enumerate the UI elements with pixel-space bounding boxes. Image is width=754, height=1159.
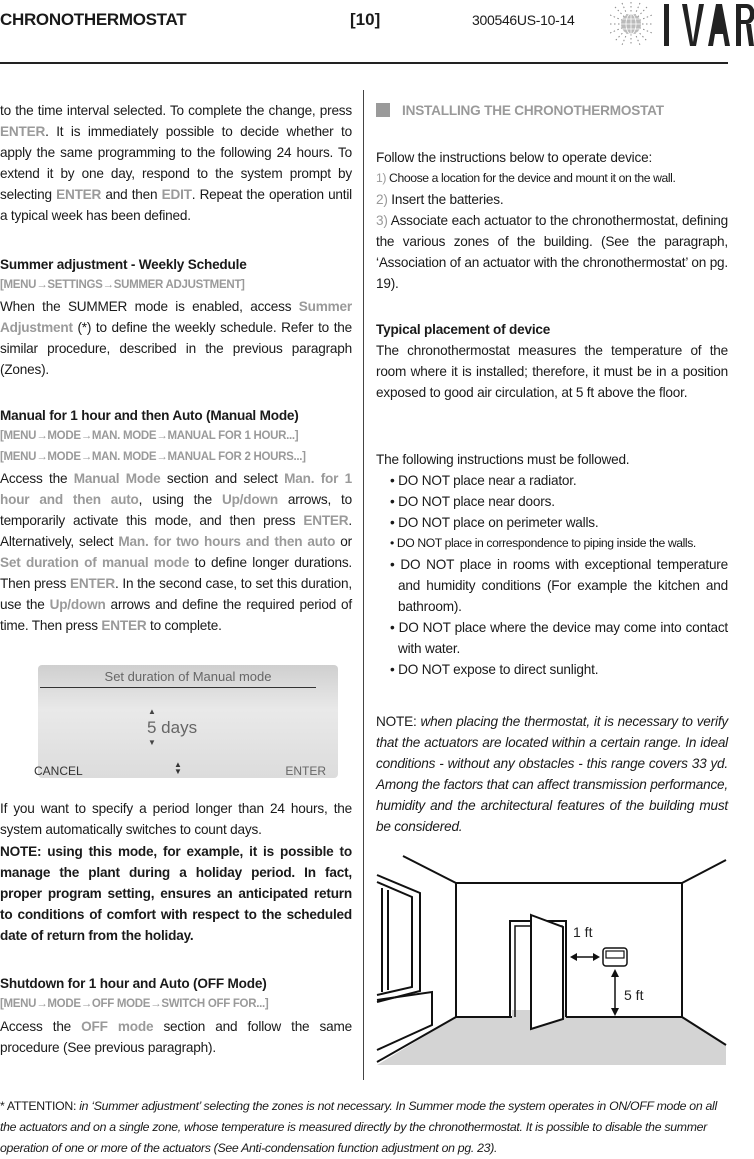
highlighted-term: EDIT: [161, 187, 192, 202]
step-number: 3): [376, 213, 388, 228]
step-text: Choose a location for the device and mount it on the wall.: [389, 171, 676, 185]
bullet-item: • DO NOT place where the device may come into contact with water.: [390, 620, 728, 656]
text-segment: section and follow the same procedure (See previous paragraph).: [0, 1019, 352, 1055]
highlighted-term: Manual Mode: [73, 471, 161, 486]
text-segment: or: [335, 534, 352, 549]
lcd-cancel-label: CANCEL: [34, 764, 83, 778]
shutdown-menu-path: [MENU→MODE→OFF MODE→SWITCH OFF FOR...]: [0, 998, 269, 1010]
manual-paragraph: [0, 468, 352, 636]
text-segment: , using the: [138, 492, 222, 507]
arrow-up-icon: ▲: [148, 707, 156, 716]
text-segment: arrows, to temporarily activate this mode, and then press: [0, 492, 352, 528]
bullet-item: • DO NOT place in correspondence to piping inside the walls.: [390, 536, 696, 550]
ivar-logo: [662, 2, 754, 48]
shutdown-paragraph: [0, 1016, 352, 1058]
lcd-title-rule: [40, 687, 316, 688]
document-title: CHRONOTHERMOSTAT: [0, 10, 187, 29]
note-label: NOTE:: [376, 714, 417, 729]
bullet-item: • DO NOT place on perimeter walls.: [390, 515, 599, 530]
text-segment: Access the: [0, 471, 74, 486]
following-text: The following instructions must be followed.: [376, 452, 630, 467]
note-text: when placing the thermostat, it is necessary to verify that the actuators are located within a certain range. In ideal conditions - without any obstacles - this range covers 33 yd. Among the factors that can affect transmission performance, humidity and the architectural features of the building must be considered.: [376, 714, 728, 834]
text-segment: and then: [101, 187, 162, 202]
follow-text: Follow the instructions below to operate device:: [376, 150, 653, 165]
summer-menu-path: [MENU→SETTINGS→SUMMER ADJUSTMENT]: [0, 279, 245, 291]
lcd-value: 5 days: [147, 718, 198, 737]
highlighted-term: Summer Adjustment: [0, 299, 352, 335]
section-title: INSTALLING THE CHRONOTHERMOSTAT: [402, 103, 664, 118]
section-square-icon: [376, 103, 390, 117]
text-segment: section and select: [160, 471, 285, 486]
highlighted-term: OFF mode: [81, 1019, 154, 1034]
column-divider: [363, 90, 364, 1080]
manual-menu-path-1: [MENU→MODE→MAN. MODE→MANUAL FOR 1 HOUR...]: [0, 430, 299, 442]
text-segment: to define longer durations. Then press: [0, 555, 352, 591]
step-number: 1): [376, 171, 387, 185]
highlighted-term: Man. for 1 hour and then auto: [0, 471, 352, 507]
bullet-list: [376, 470, 728, 680]
footnote-text: in ‘Summer adjustment’ selecting the zones is not necessary. In Summer mode the system operates in ON/OFF mode on all the actuators and on a single zone, whose temperature is measured directly by the chronothermostat. It is possible to disable the summer operation of one or more of the actuators (See Anti-condensation function adjustment on pg. 23).: [0, 1099, 717, 1155]
highlighted-term: ENTER: [101, 618, 147, 633]
placement-paragraph: The chronothermostat measures the temperature of the room where it is installed; therefore, it must be in a position exposed to good air circulation, at 5 ft above the floor.: [376, 343, 728, 400]
step-number: 2): [376, 192, 388, 207]
shutdown-heading: Shutdown for 1 hour and Auto (OFF Mode): [0, 976, 267, 991]
bullet-item: • DO NOT place near a radiator.: [390, 473, 577, 488]
highlighted-term: ENTER: [69, 576, 116, 591]
footnote: [0, 1096, 728, 1159]
text-segment: . In the second case, to set this duration, use the: [0, 576, 352, 612]
step-2: [376, 189, 728, 210]
highlighted-term: ENTER: [56, 187, 102, 202]
lcd-title: Set duration of Manual mode: [104, 669, 272, 684]
thermostat-icon: [603, 948, 627, 966]
lcd-screen-image: [34, 665, 338, 778]
bullet-item: • DO NOT place in rooms with exceptional temperature and humidity conditions (For example the kitchen and bathroom).: [390, 557, 728, 614]
text-segment: Access the: [0, 1019, 82, 1034]
up-down-arrows-icon: ▲ ▼: [174, 760, 182, 776]
footnote-label: * ATTENTION:: [0, 1099, 77, 1113]
height-label: 5 ft: [624, 987, 644, 1003]
highlighted-term: Up/down: [221, 492, 278, 507]
section-heading: [376, 100, 728, 121]
side-distance-label: 1 ft: [573, 924, 593, 940]
step-text: Associate each actuator to the chronothermostat, defining the various zones of the building. (See the paragraph, ‘Association of an actuator with the chronothermostat’ on pg. 19).: [376, 213, 728, 291]
lcd-enter-label: ENTER: [285, 764, 326, 778]
step-1: [376, 168, 728, 189]
summer-heading: Summer adjustment - Weekly Schedule: [0, 257, 247, 272]
door-panel: [531, 915, 563, 1029]
placement-diagram: [370, 850, 754, 1070]
text-segment: to complete.: [146, 618, 222, 633]
text-segment: to the time interval selected. To complete the change, press: [0, 103, 352, 118]
document-code: 300546US-10-14: [472, 12, 575, 28]
highlighted-term: Set duration of manual mode: [0, 555, 190, 570]
header-divider: [0, 62, 728, 64]
text-segment: When the SUMMER mode is enabled, access: [0, 299, 299, 314]
arrow-down-icon: ▼: [148, 738, 156, 747]
manual-heading: Manual for 1 hour and then Auto (Manual Mode): [0, 408, 299, 423]
bullet-item: • DO NOT expose to direct sunlight.: [390, 662, 599, 677]
back-wall: [456, 883, 682, 1017]
floor: [377, 1017, 726, 1065]
placement-heading: Typical placement of device: [376, 322, 551, 337]
highlighted-term: Man. for two hours and then auto: [118, 534, 336, 549]
summer-paragraph: [0, 296, 352, 380]
bullet-item: • DO NOT place near doors.: [390, 494, 555, 509]
highlighted-term: ENTER: [0, 124, 46, 139]
days-paragraph: If you want to specify a period longer than 24 hours, the system automatically switches to count days.: [0, 801, 352, 837]
text-segment: (*) to define the weekly schedule. Refer to the similar procedure, described in the previous paragraph (Zones).: [0, 320, 352, 377]
range-note: [376, 711, 728, 837]
highlighted-term: Up/down: [49, 597, 106, 612]
highlighted-term: ENTER: [303, 513, 349, 528]
text-segment: . It is immediately possible to decide whether to apply the same programming to the following 24 hours. To extend it by one day, respond to the system prompt by selecting: [0, 124, 352, 202]
globe-logo-icon: [610, 2, 652, 46]
text-segment: . Alternatively, select: [0, 513, 352, 549]
text-segment: . Repeat the operation until a typical week has been defined.: [0, 187, 353, 223]
text-segment: arrows and define the required period of time. Then press: [0, 597, 352, 633]
holiday-note: NOTE: using this mode, for example, it is possible to manage the plant during a holiday period. In fact, proper program setting, ensures an anticipated return to conditions of comfort with respect to the scheduled date of return from the holiday.: [0, 844, 352, 943]
page-number: [10]: [350, 10, 381, 29]
intro-paragraph: [0, 100, 352, 226]
manual-menu-path-2: [MENU→MODE→MAN. MODE→MANUAL FOR 2 HOURS...]: [0, 451, 306, 463]
step-text: Insert the batteries.: [391, 192, 504, 207]
step-3: [376, 210, 728, 294]
